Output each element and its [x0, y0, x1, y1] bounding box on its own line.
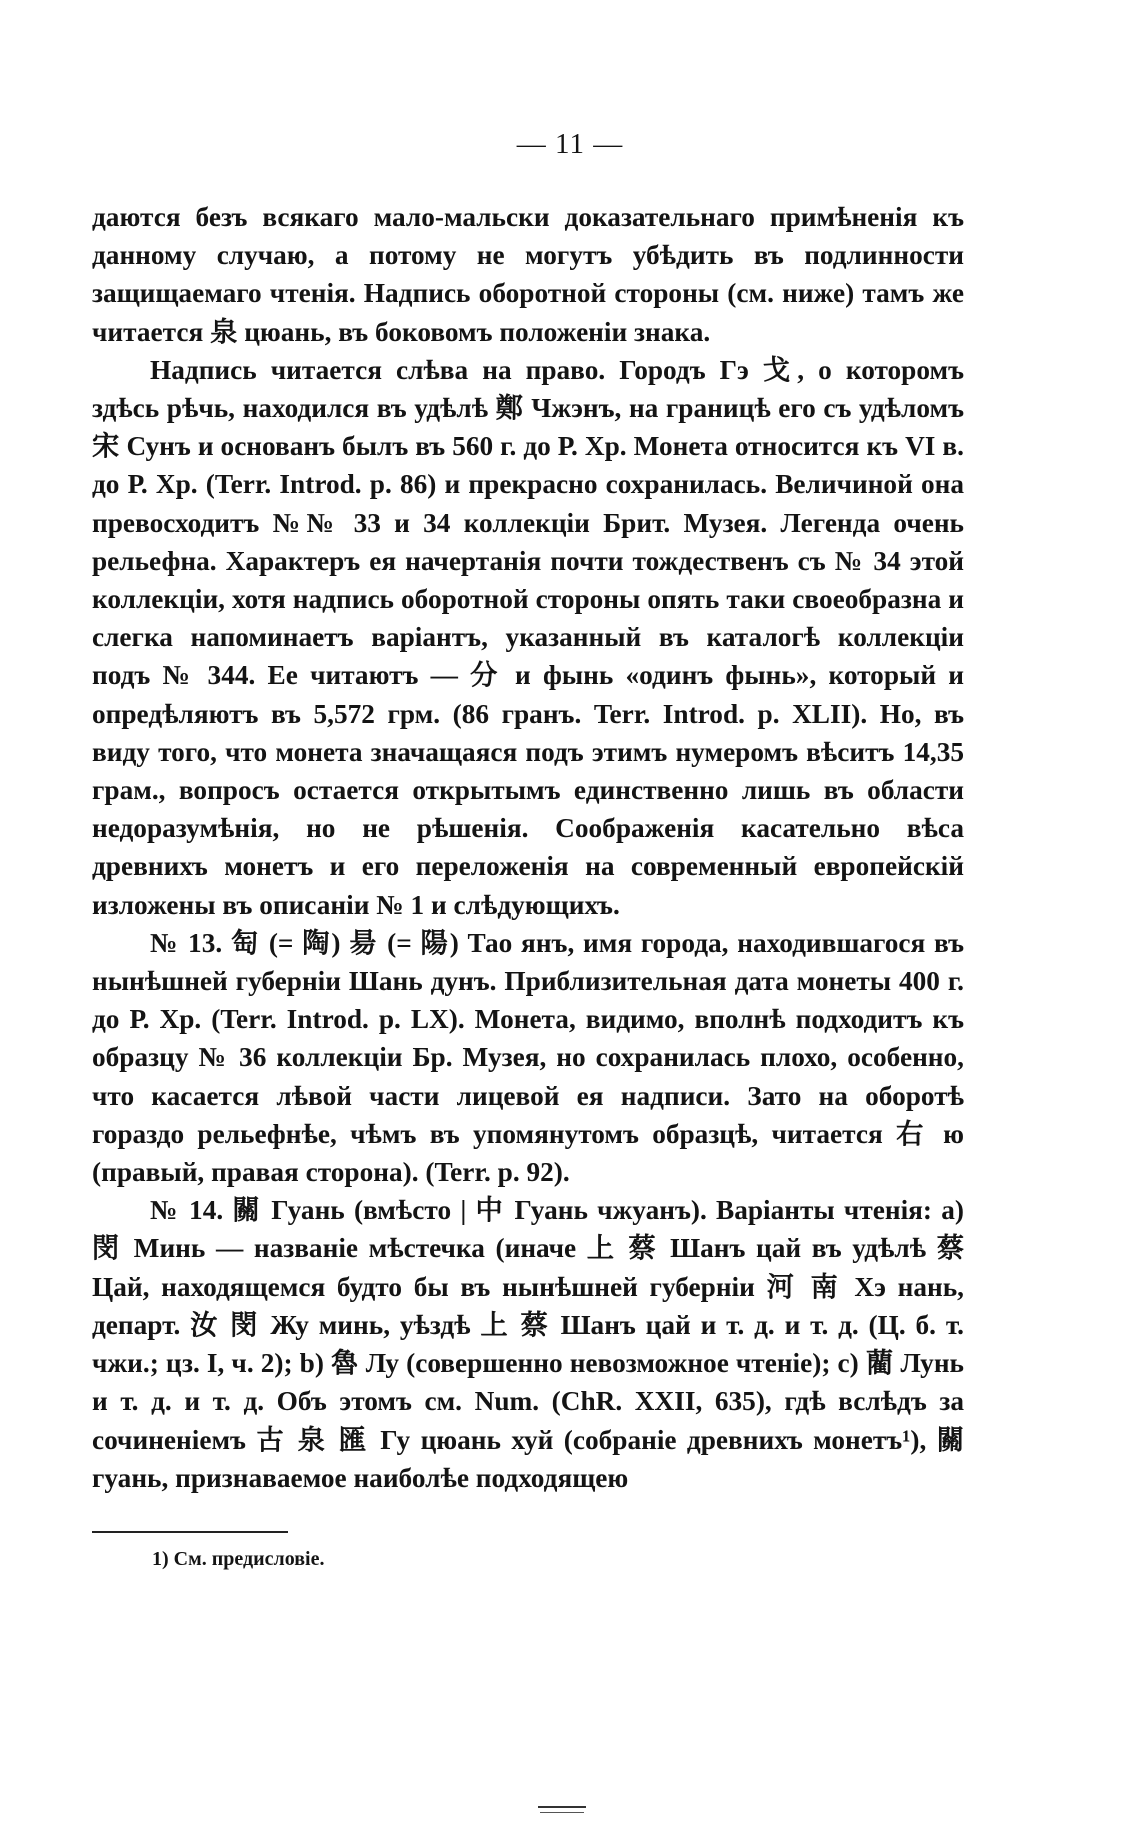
footnote: 1) См. предисловіе. — [152, 1548, 325, 1570]
paragraph: даются безъ всякаго мало-мальски доказательнаго примѣненія къ данному случаю, а потому не могутъ убѣдить въ подлинности защищаемаго чтенія. Надпись оборотной стороны (см. ниже) тамъ же читается 泉 цюань, въ боковомъ положеніи знака. — [92, 202, 964, 347]
entry-text: 關 Гуань (вмѣсто | 中 Гуань чжуанъ). Варіанты чтенія: a) 閔 Минь — названіе мѣстечка (иначе 上 蔡 Шанъ цай въ удѣлѣ 蔡 Цай, находящемся будто бы въ нынѣшней губерніи 河 南 Хэ нань, департ. 汝 閔 Жу минь, уѣздѣ 上 蔡 Шанъ цай и т. д. и т. д. (Ц. б. т. чжи.; цз. I, ч. 2); b) 魯 Лу (совершенно невозможное чтеніе); c) 藺 Лунь и т. д. и т. д. Объ этомъ см. Num. (ChR. XXII, 635), гдѣ вслѣдъ за сочиненіемъ 古 泉 匯 Гу цюань хуй (собраніе древнихъ монетъ¹), 關 гуань, признаваемое наиболѣе подходящею — [92, 1195, 964, 1493]
footnote-divider — [92, 1531, 288, 1533]
bottom-rule — [538, 1806, 586, 1808]
page-number: — 11 — — [516, 128, 624, 160]
entry-text: 匋 (= 陶) 昜 (= 陽) Тао янъ, имя города, находившагося въ нынѣшней губерніи Шань дунъ. Приблизительная дата монеты 400 г. до Р. Хр. (Terr. Introd. p. LX). Монета, видимо, вполнѣ подходитъ къ образцу № 36 коллекціи Бр. Музея, но сохранилась плохо, особенно, что касается лѣвой части лицевой ея надписи. Зато на оборотѣ гораздо рельефнѣе, чѣмъ въ упомянутомъ образцѣ, читается 右 ю (правый, правая сторона). (Terr. p. 92). — [92, 927, 964, 1188]
body-text — [92, 198, 964, 1497]
entry-13 — [92, 924, 964, 1191]
bottom-rule — [540, 1812, 584, 1813]
entry-number: № 14. — [150, 1195, 224, 1226]
entry-number: № 13. — [150, 927, 223, 958]
entry-14 — [92, 1191, 964, 1497]
paragraph: Надпись читается слѣва на право. Городъ Гэ 戈, о которомъ здѣсь рѣчь, находился въ удѣлѣ 鄭 Чжэнъ, на границѣ его съ удѣломъ 宋 Сунъ и основанъ былъ въ 560 г. до Р. Хр. Монета относится къ VI в. до Р. Хр. (Terr. Introd. p. 86) и прекрасно сохранилась. Величиной она превосходитъ №№ 33 и 34 коллекціи Брит. Музея. Легенда очень рельефна. Характеръ ея начертанія почти тождественъ съ № 34 этой коллекціи, хотя надпись оборотной стороны опять таки своеобразна и слегка напоминаетъ варіантъ, указанный въ каталогѣ коллекціи подъ № 344. Ее читаютъ — 分 и фынь «одинъ фынь», который и опредѣляютъ въ 5,572 грм. (86 гранъ. Terr. Introd. p. XLII). Но, въ виду того, что монета значащаяся подъ этимъ нумеромъ вѣситъ 14,35 грам., вопросъ остается открытымъ единственно лишь въ области недоразумѣнія, но не рѣшенія. Соображенія касательно вѣса древнихъ монетъ и его переложенія на современный европейскій изложены въ описаніи № 1 и слѣдующихъ. — [92, 354, 964, 920]
